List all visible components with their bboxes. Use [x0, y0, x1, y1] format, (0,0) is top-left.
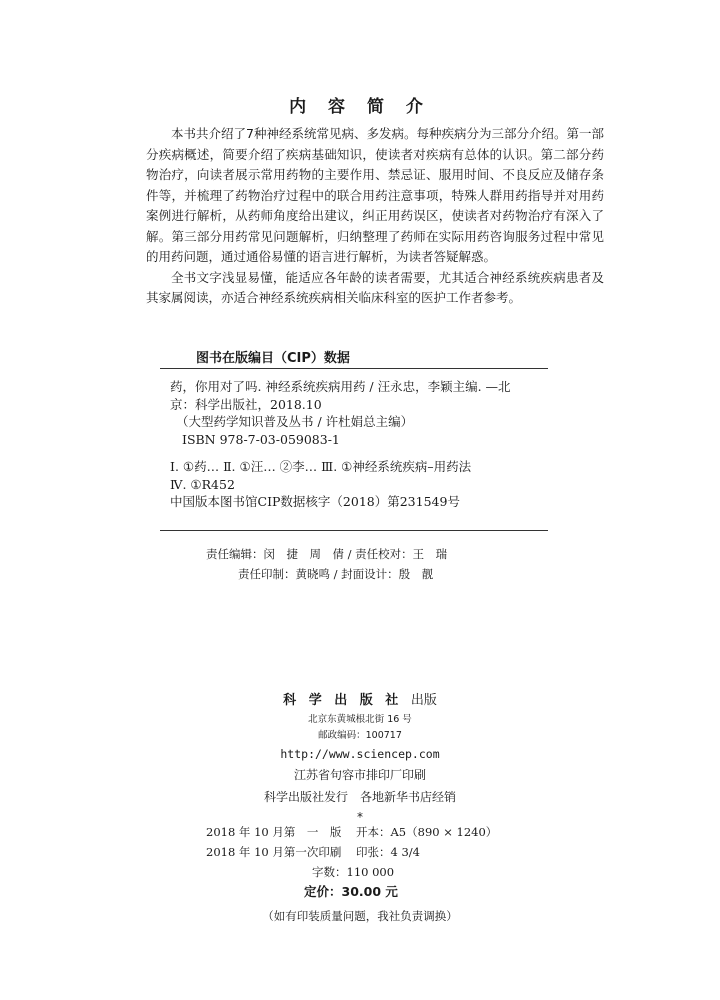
spec-price: 定价：30.00 元 [304, 884, 398, 899]
publisher-block [0, 690, 720, 826]
publisher-name [0, 690, 720, 712]
cip-title: 图书在版编目（CIP）数据 [196, 351, 350, 366]
page-title: 内 容 简 介 [289, 97, 431, 117]
editors-line-2: 责任印制：黄晓鸣 / 封面设计：殷 靓 [238, 567, 434, 581]
editors [206, 544, 447, 584]
cip-record: 中国版本图书馆CIP数据核字（2018）第231549号 [170, 494, 460, 509]
editors-line-1: 责任编辑：闵 捷 周 倩 / 责任校对：王 瑞 [206, 547, 448, 561]
cip-block [170, 378, 540, 511]
publisher-distribution: 科学出版社发行 各地新华书店经销 [263, 790, 456, 804]
spec-word-count: 字数：110 000 [312, 865, 395, 879]
cip-classification-2: Ⅳ. ①R452 [170, 476, 235, 492]
summary-paragraph-1: 本书共介绍了7种神经系统常见病、多发病。每种疾病分为三部分介绍。第一部分疾病概述，简要介绍了疾病基础知识，使读者对疾病有总体的认识。第二部分药物治疗，向读者展示常用药物的主要作用、禁忌证、服用时间、不良反应及储存条件等，并梳理了药物治疗过程中的联合用药注意事项，特殊人群用药指导并对用药案例进行解析，从药师角度给出建议，纠正用药误区，使读者对药物治疗有深入了解。第三部分用药常见问题解析，归纳整理了药师在实际用药咨询服务过程中常见的用药问题，通过通俗易懂的语言进行解析，为读者答疑解惑。 [146, 126, 604, 264]
publisher-postcode: 邮政编码：100717 [318, 730, 402, 741]
specs-block [0, 822, 720, 926]
cip-line-2: 京：科学出版社，2018.10 [170, 396, 322, 412]
cip-classification-1: Ⅰ. ①药… Ⅱ. ①汪… ②李… Ⅲ. ①神经系统疾病–用药法 [170, 459, 472, 474]
publisher-name-text: 科 学 出 版 社 [283, 693, 403, 708]
publisher-suffix: 出版 [410, 693, 437, 708]
publisher-printer: 江苏省句容市排印厂印刷 [293, 768, 426, 782]
cip-line-3: （大型药学知识普及丛书 / 许杜娟总主编） [176, 414, 414, 429]
cip-isbn: ISBN 978-7-03-059083-1 [182, 431, 340, 447]
cip-bottom-rule [160, 530, 548, 531]
spec-notice: （如有印装质量问题，我社负责调换） [262, 909, 458, 923]
content-summary [146, 124, 604, 309]
publisher-star: * [357, 810, 363, 824]
spec-printing: 2018 年 10 月第一次印刷 [206, 845, 342, 859]
spec-sheets: 印张：4 3/4 [356, 845, 420, 859]
publisher-website: http://www.sciencep.com [280, 747, 440, 761]
summary-paragraph-2: 全书文字浅显易懂，能适应各年龄的读者需要，尤其适合神经系统疾病患者及其家属阅读，亦适合神经系统疾病相关临床科室的医护工作者参考。 [146, 269, 604, 305]
spec-edition: 2018 年 10 月第 一 版 [206, 825, 342, 839]
cip-top-rule [160, 368, 548, 369]
cip-line-1: 药，你用对了吗. 神经系统疾病用药 / 汪永忠，李颖主编. —北 [170, 379, 511, 394]
spec-format: 开本：A5（890 × 1240） [356, 825, 498, 839]
publisher-address: 北京东黄城根北街 16 号 [308, 714, 412, 725]
